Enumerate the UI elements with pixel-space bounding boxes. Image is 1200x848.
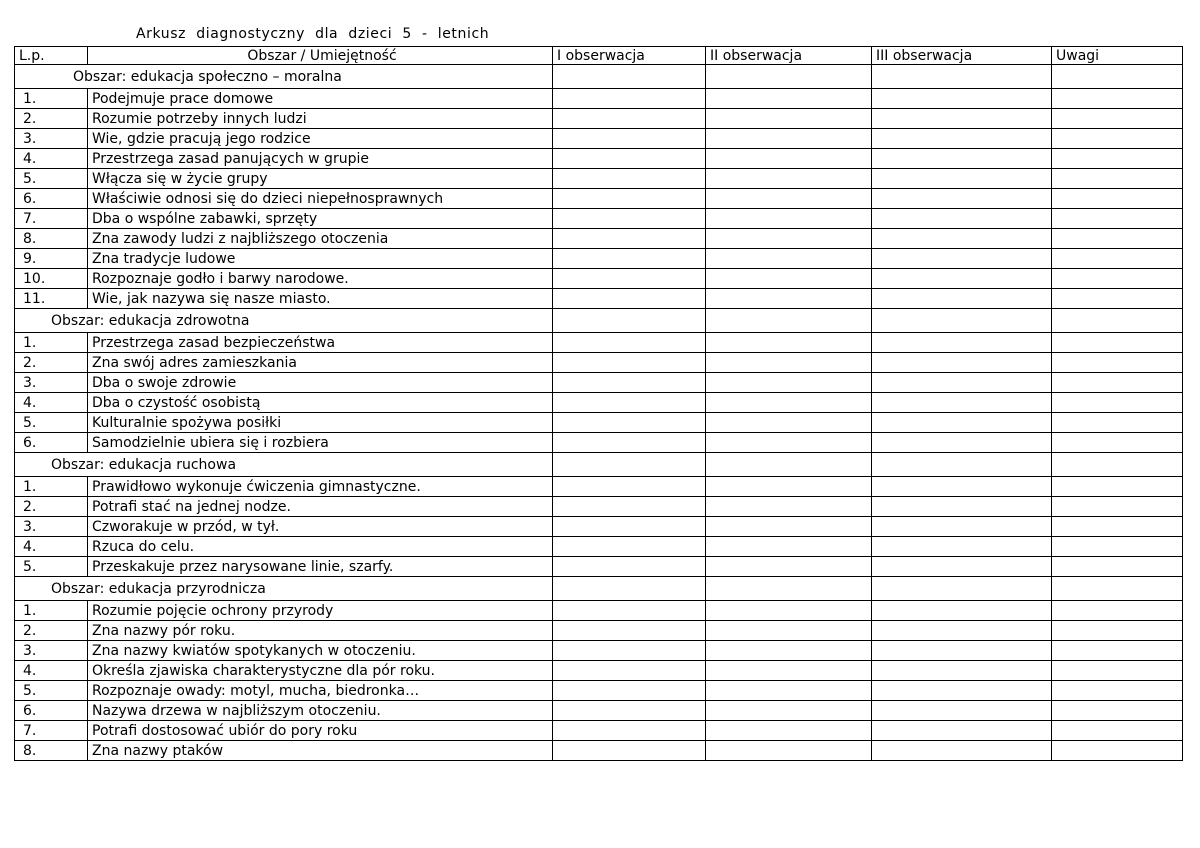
observation-1-cell — [553, 269, 706, 289]
observation-3-cell — [872, 129, 1052, 149]
table-row — [15, 433, 1183, 453]
observation-1-cell — [553, 517, 706, 537]
skill-text: Zna nazwy pór roku. — [88, 621, 553, 641]
observation-2-cell — [706, 433, 872, 453]
observation-1-cell — [553, 557, 706, 577]
table-row — [15, 333, 1183, 353]
skill-text: Przeskakuje przez narysowane linie, szarfy. — [88, 557, 553, 577]
notes-cell — [1052, 497, 1183, 517]
row-number: 7. — [15, 721, 88, 741]
notes-cell — [1052, 189, 1183, 209]
section-blank-cell — [706, 65, 872, 89]
observation-2-cell — [706, 601, 872, 621]
table-row — [15, 209, 1183, 229]
skill-text: Dba o wspólne zabawki, sprzęty — [88, 209, 553, 229]
observation-3-cell — [872, 209, 1052, 229]
skill-text: Kulturalnie spożywa posiłki — [88, 413, 553, 433]
diagnostic-table — [14, 46, 1183, 761]
skill-text: Zna nazwy kwiatów spotykanych w otoczeniu. — [88, 641, 553, 661]
skill-text: Zna zawody ludzi z najbliższego otoczenia — [88, 229, 553, 249]
observation-3-cell — [872, 169, 1052, 189]
notes-cell — [1052, 209, 1183, 229]
row-number: 11. — [15, 289, 88, 309]
notes-cell — [1052, 721, 1183, 741]
row-number: 8. — [15, 741, 88, 761]
observation-2-cell — [706, 721, 872, 741]
observation-1-cell — [553, 333, 706, 353]
notes-cell — [1052, 289, 1183, 309]
observation-2-cell — [706, 353, 872, 373]
table-row — [15, 537, 1183, 557]
observation-1-cell — [553, 209, 706, 229]
observation-2-cell — [706, 537, 872, 557]
observation-1-cell — [553, 601, 706, 621]
skill-text: Wie, jak nazywa się nasze miasto. — [88, 289, 553, 309]
row-number: 6. — [15, 433, 88, 453]
observation-2-cell — [706, 661, 872, 681]
notes-cell — [1052, 621, 1183, 641]
observation-3-cell — [872, 477, 1052, 497]
observation-3-cell — [872, 433, 1052, 453]
notes-cell — [1052, 641, 1183, 661]
observation-2-cell — [706, 269, 872, 289]
skill-text: Samodzielnie ubiera się i rozbiera — [88, 433, 553, 453]
table-row — [15, 641, 1183, 661]
observation-1-cell — [553, 413, 706, 433]
observation-2-cell — [706, 189, 872, 209]
skill-text: Potrafi stać na jednej nodze. — [88, 497, 553, 517]
observation-3-cell — [872, 537, 1052, 557]
notes-cell — [1052, 269, 1183, 289]
observation-1-cell — [553, 721, 706, 741]
table-row — [15, 721, 1183, 741]
notes-cell — [1052, 433, 1183, 453]
row-number: 6. — [15, 189, 88, 209]
row-number: 10. — [15, 269, 88, 289]
section-blank-cell — [872, 453, 1052, 477]
observation-3-cell — [872, 681, 1052, 701]
section-blank-cell — [706, 309, 872, 333]
notes-cell — [1052, 373, 1183, 393]
skill-text: Dba o swoje zdrowie — [88, 373, 553, 393]
section-label: Obszar: edukacja przyrodnicza — [15, 577, 553, 601]
skill-text: Właściwie odnosi się do dzieci niepełnosprawnych — [88, 189, 553, 209]
observation-3-cell — [872, 741, 1052, 761]
skill-text: Zna swój adres zamieszkania — [88, 353, 553, 373]
observation-2-cell — [706, 681, 872, 701]
row-number: 4. — [15, 537, 88, 557]
header-row — [15, 47, 1183, 65]
observation-2-cell — [706, 517, 872, 537]
table-row — [15, 353, 1183, 373]
row-number: 2. — [15, 109, 88, 129]
observation-1-cell — [553, 373, 706, 393]
section-blank-cell — [872, 65, 1052, 89]
table-row — [15, 249, 1183, 269]
table-row — [15, 149, 1183, 169]
observation-2-cell — [706, 289, 872, 309]
observation-1-cell — [553, 741, 706, 761]
section-label: Obszar: edukacja społeczno – moralna — [15, 65, 553, 89]
observation-2-cell — [706, 393, 872, 413]
row-number: 6. — [15, 701, 88, 721]
observation-3-cell — [872, 353, 1052, 373]
table-row — [15, 701, 1183, 721]
notes-cell — [1052, 517, 1183, 537]
row-number: 3. — [15, 517, 88, 537]
observation-1-cell — [553, 129, 706, 149]
observation-2-cell — [706, 701, 872, 721]
observation-2-cell — [706, 129, 872, 149]
observation-1-cell — [553, 249, 706, 269]
row-number: 5. — [15, 413, 88, 433]
header-notes: Uwagi — [1052, 47, 1183, 65]
row-number: 8. — [15, 229, 88, 249]
row-number: 7. — [15, 209, 88, 229]
observation-3-cell — [872, 413, 1052, 433]
header-observation-3: III obserwacja — [872, 47, 1052, 65]
section-blank-cell — [872, 577, 1052, 601]
observation-2-cell — [706, 209, 872, 229]
observation-3-cell — [872, 601, 1052, 621]
observation-2-cell — [706, 557, 872, 577]
observation-1-cell — [553, 229, 706, 249]
notes-cell — [1052, 169, 1183, 189]
table-row — [15, 661, 1183, 681]
observation-3-cell — [872, 333, 1052, 353]
notes-cell — [1052, 109, 1183, 129]
row-number: 3. — [15, 641, 88, 661]
observation-1-cell — [553, 621, 706, 641]
observation-2-cell — [706, 109, 872, 129]
observation-3-cell — [872, 497, 1052, 517]
section-blank-cell — [553, 309, 706, 333]
observation-1-cell — [553, 393, 706, 413]
skill-text: Zna nazwy ptaków — [88, 741, 553, 761]
observation-3-cell — [872, 373, 1052, 393]
notes-cell — [1052, 129, 1183, 149]
table-row — [15, 413, 1183, 433]
observation-1-cell — [553, 289, 706, 309]
header-observation-2: II obserwacja — [706, 47, 872, 65]
observation-2-cell — [706, 497, 872, 517]
notes-cell — [1052, 393, 1183, 413]
table-row — [15, 557, 1183, 577]
row-number: 2. — [15, 353, 88, 373]
table-row — [15, 169, 1183, 189]
table-row — [15, 289, 1183, 309]
row-number: 2. — [15, 621, 88, 641]
row-number: 9. — [15, 249, 88, 269]
observation-1-cell — [553, 433, 706, 453]
observation-3-cell — [872, 661, 1052, 681]
observation-1-cell — [553, 701, 706, 721]
table-row — [15, 517, 1183, 537]
skill-text: Włącza się w życie grupy — [88, 169, 553, 189]
section-blank-cell — [553, 577, 706, 601]
table-row — [15, 741, 1183, 761]
notes-cell — [1052, 413, 1183, 433]
skill-text: Rozumie potrzeby innych ludzi — [88, 109, 553, 129]
row-number: 3. — [15, 129, 88, 149]
observation-3-cell — [872, 701, 1052, 721]
header-area: Obszar / Umiejętność — [88, 47, 553, 65]
observation-3-cell — [872, 621, 1052, 641]
observation-3-cell — [872, 149, 1052, 169]
skill-text: Przestrzega zasad bezpieczeństwa — [88, 333, 553, 353]
observation-2-cell — [706, 477, 872, 497]
notes-cell — [1052, 149, 1183, 169]
skill-text: Rozumie pojęcie ochrony przyrody — [88, 601, 553, 621]
row-number: 2. — [15, 497, 88, 517]
row-number: 5. — [15, 169, 88, 189]
row-number: 1. — [15, 89, 88, 109]
observation-2-cell — [706, 413, 872, 433]
skill-text: Nazywa drzewa w najbliższym otoczeniu. — [88, 701, 553, 721]
observation-2-cell — [706, 169, 872, 189]
notes-cell — [1052, 741, 1183, 761]
row-number: 1. — [15, 477, 88, 497]
table-row — [15, 229, 1183, 249]
notes-cell — [1052, 353, 1183, 373]
section-blank-cell — [872, 309, 1052, 333]
observation-1-cell — [553, 109, 706, 129]
observation-3-cell — [872, 189, 1052, 209]
notes-cell — [1052, 333, 1183, 353]
observation-1-cell — [553, 189, 706, 209]
row-number: 3. — [15, 373, 88, 393]
skill-text: Wie, gdzie pracują jego rodzice — [88, 129, 553, 149]
skill-text: Rozpoznaje godło i barwy narodowe. — [88, 269, 553, 289]
header-observation-1: I obserwacja — [553, 47, 706, 65]
observation-3-cell — [872, 393, 1052, 413]
notes-cell — [1052, 601, 1183, 621]
section-blank-cell — [1052, 453, 1183, 477]
observation-2-cell — [706, 373, 872, 393]
table-row — [15, 497, 1183, 517]
section-row — [15, 577, 1183, 601]
notes-cell — [1052, 681, 1183, 701]
row-number: 5. — [15, 681, 88, 701]
observation-3-cell — [872, 249, 1052, 269]
table-row — [15, 681, 1183, 701]
table-row — [15, 189, 1183, 209]
observation-3-cell — [872, 89, 1052, 109]
observation-2-cell — [706, 621, 872, 641]
observation-3-cell — [872, 557, 1052, 577]
section-label: Obszar: edukacja zdrowotna — [15, 309, 553, 333]
skill-text: Zna tradycje ludowe — [88, 249, 553, 269]
row-number: 1. — [15, 601, 88, 621]
observation-2-cell — [706, 641, 872, 661]
table-row — [15, 373, 1183, 393]
row-number: 4. — [15, 149, 88, 169]
section-row — [15, 65, 1183, 89]
notes-cell — [1052, 537, 1183, 557]
observation-1-cell — [553, 353, 706, 373]
section-blank-cell — [706, 577, 872, 601]
observation-2-cell — [706, 249, 872, 269]
notes-cell — [1052, 229, 1183, 249]
observation-3-cell — [872, 517, 1052, 537]
observation-3-cell — [872, 269, 1052, 289]
notes-cell — [1052, 661, 1183, 681]
skill-text: Potrafi dostosować ubiór do pory roku — [88, 721, 553, 741]
section-blank-cell — [706, 453, 872, 477]
observation-1-cell — [553, 661, 706, 681]
skill-text: Rzuca do celu. — [88, 537, 553, 557]
document-title: Arkusz diagnostyczny dla dzieci 5 - letnich — [136, 26, 490, 42]
table-row — [15, 477, 1183, 497]
notes-cell — [1052, 249, 1183, 269]
observation-2-cell — [706, 741, 872, 761]
section-row — [15, 453, 1183, 477]
notes-cell — [1052, 557, 1183, 577]
notes-cell — [1052, 701, 1183, 721]
observation-2-cell — [706, 229, 872, 249]
observation-3-cell — [872, 109, 1052, 129]
observation-2-cell — [706, 149, 872, 169]
observation-1-cell — [553, 149, 706, 169]
observation-1-cell — [553, 477, 706, 497]
skill-text: Rozpoznaje owady: motyl, mucha, biedronka… — [88, 681, 553, 701]
observation-1-cell — [553, 497, 706, 517]
table-row — [15, 269, 1183, 289]
skill-text: Dba o czystość osobistą — [88, 393, 553, 413]
section-blank-cell — [553, 453, 706, 477]
observation-1-cell — [553, 681, 706, 701]
observation-1-cell — [553, 89, 706, 109]
table-row — [15, 621, 1183, 641]
notes-cell — [1052, 89, 1183, 109]
observation-1-cell — [553, 169, 706, 189]
observation-2-cell — [706, 89, 872, 109]
observation-3-cell — [872, 641, 1052, 661]
section-label: Obszar: edukacja ruchowa — [15, 453, 553, 477]
header-lp: L.p. — [15, 47, 88, 65]
table-row — [15, 129, 1183, 149]
observation-3-cell — [872, 721, 1052, 741]
section-blank-cell — [1052, 65, 1183, 89]
observation-3-cell — [872, 289, 1052, 309]
row-number: 1. — [15, 333, 88, 353]
observation-1-cell — [553, 641, 706, 661]
skill-text: Podejmuje prace domowe — [88, 89, 553, 109]
table-row — [15, 109, 1183, 129]
table-row — [15, 601, 1183, 621]
table-row — [15, 393, 1183, 413]
observation-3-cell — [872, 229, 1052, 249]
skill-text: Czworakuje w przód, w tył. — [88, 517, 553, 537]
section-blank-cell — [1052, 309, 1183, 333]
skill-text: Przestrzega zasad panujących w grupie — [88, 149, 553, 169]
table-row — [15, 89, 1183, 109]
section-blank-cell — [1052, 577, 1183, 601]
section-row — [15, 309, 1183, 333]
observation-2-cell — [706, 333, 872, 353]
observation-1-cell — [553, 537, 706, 557]
section-blank-cell — [553, 65, 706, 89]
row-number: 5. — [15, 557, 88, 577]
notes-cell — [1052, 477, 1183, 497]
row-number: 4. — [15, 393, 88, 413]
row-number: 4. — [15, 661, 88, 681]
skill-text: Prawidłowo wykonuje ćwiczenia gimnastyczne. — [88, 477, 553, 497]
skill-text: Określa zjawiska charakterystyczne dla pór roku. — [88, 661, 553, 681]
